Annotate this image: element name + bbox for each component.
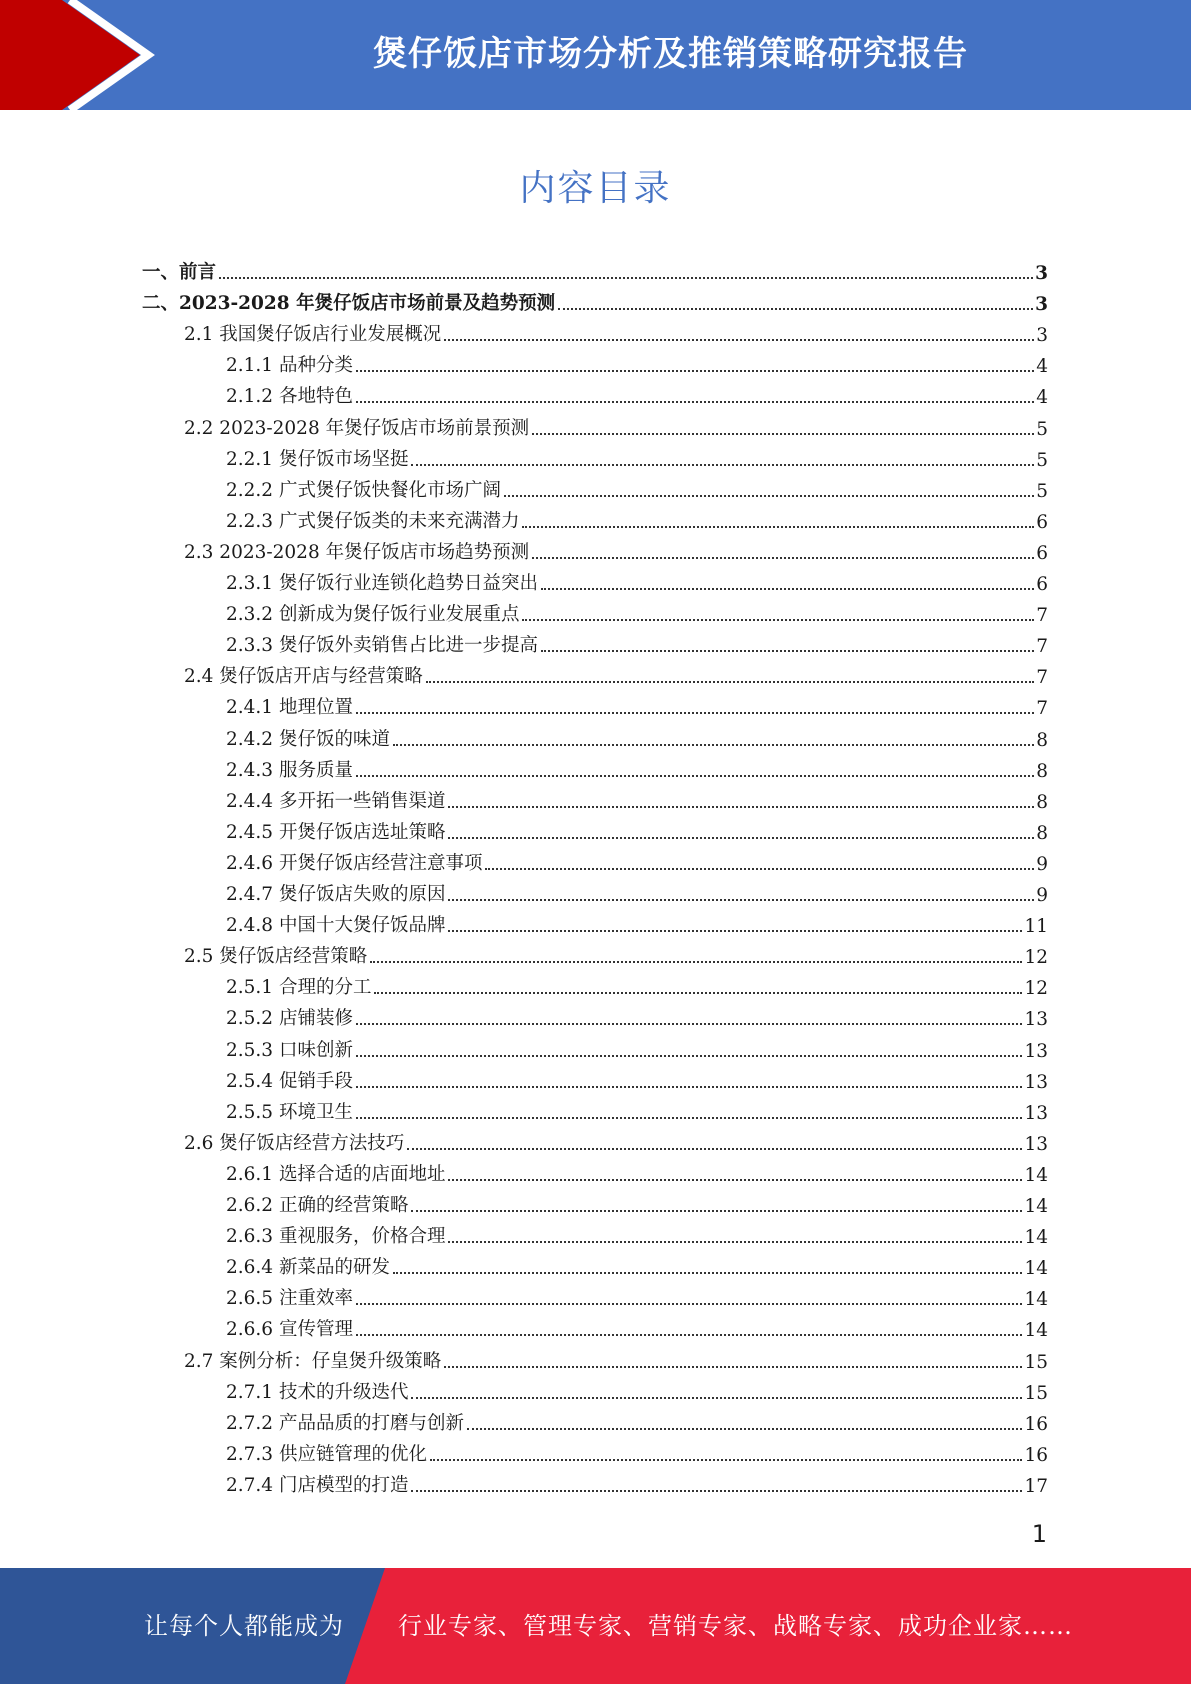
toc-leader-dots xyxy=(393,1271,1022,1274)
toc-entry-label: 2.7.3 供应链管理的优化 xyxy=(226,1443,427,1465)
toc-entry[interactable] xyxy=(0,1373,1191,1404)
toc-leader-dots xyxy=(430,1458,1022,1461)
toc-entry[interactable] xyxy=(0,1186,1191,1217)
toc-leader-dots xyxy=(448,1240,1022,1243)
toc-entry-page: 14 xyxy=(1024,1289,1048,1311)
toc-entry[interactable] xyxy=(0,253,1191,284)
toc-leader-dots xyxy=(356,1333,1023,1336)
toc-leader-dots xyxy=(541,587,1034,590)
toc-entry-page: 12 xyxy=(1024,978,1048,1000)
toc-entry-page: 6 xyxy=(1036,542,1048,564)
toc-leader-dots xyxy=(411,1489,1022,1492)
toc-entry-page: 13 xyxy=(1024,1071,1048,1093)
toc-entry-label: 2.1 我国煲仔饭店行业发展概况 xyxy=(184,324,442,346)
toc-entry[interactable] xyxy=(0,688,1191,719)
toc-entry-page: 3 xyxy=(1036,325,1048,347)
toc-entry-label: 2.5.4 促销手段 xyxy=(226,1070,353,1092)
toc-entry[interactable] xyxy=(0,626,1191,657)
toc-leader-dots xyxy=(411,1209,1022,1212)
toc-leader-dots xyxy=(407,1147,1022,1150)
toc-entry-label: 2.1.1 品种分类 xyxy=(226,355,353,377)
toc-entry[interactable] xyxy=(0,999,1191,1030)
toc-leader-dots xyxy=(356,1085,1023,1088)
footer-banner xyxy=(0,1568,1191,1684)
toc-entry[interactable] xyxy=(0,1062,1191,1093)
toc-entry[interactable] xyxy=(0,751,1191,782)
toc-entry-page: 5 xyxy=(1036,449,1048,471)
toc-entry-page: 14 xyxy=(1024,1196,1048,1217)
toc-entry-page: 17 xyxy=(1024,1475,1048,1497)
toc-entry-label: 2.4.8 中国十大煲仔饭品牌 xyxy=(226,915,446,937)
toc-entry[interactable] xyxy=(0,564,1191,595)
toc-entry-label: 2.1.2 各地特色 xyxy=(226,386,353,408)
toc-entry-label: 2.6.5 注重效率 xyxy=(226,1288,353,1310)
toc-leader-dots xyxy=(356,1302,1023,1305)
toc-leader-dots xyxy=(532,556,1034,559)
toc-entry-page: 11 xyxy=(1024,916,1048,938)
toc-entry[interactable] xyxy=(0,1435,1191,1466)
toc-leader-dots xyxy=(444,1365,1022,1368)
toc-leader-dots xyxy=(467,1427,1022,1430)
toc-entry[interactable] xyxy=(0,657,1191,688)
toc-entry-page: 3 xyxy=(1035,294,1048,316)
toc-entry-label: 2.2.3 广式煲仔饭类的未来充满潜力 xyxy=(226,510,520,532)
toc-entry-label: 2.4 煲仔饭店开店与经营策略 xyxy=(184,666,423,688)
toc-entry[interactable] xyxy=(0,906,1191,937)
toc-entry[interactable] xyxy=(0,1404,1191,1435)
toc-entry-page: 9 xyxy=(1036,853,1048,875)
toc-entry-page: 13 xyxy=(1024,1009,1048,1031)
toc-entry-label: 2.4.4 多开拓一些销售渠道 xyxy=(226,790,446,812)
toc-entry[interactable] xyxy=(0,1342,1191,1373)
toc-entry-page: 5 xyxy=(1036,418,1048,440)
toc-entry-page: 14 xyxy=(1024,1227,1048,1249)
toc-leader-dots xyxy=(448,898,1034,901)
toc-entry-label: 2.3.3 煲仔饭外卖销售占比进一步提高 xyxy=(226,635,538,657)
toc-entry-page: 4 xyxy=(1036,356,1048,378)
toc-leader-dots xyxy=(356,369,1034,372)
toc-entry[interactable] xyxy=(0,1310,1191,1341)
toc-entry-label: 2.6.1 选择合适的店面地址 xyxy=(226,1163,446,1185)
toc-leader-dots xyxy=(448,836,1034,839)
toc-entry-page: 8 xyxy=(1036,760,1048,782)
toc-entry-page: 16 xyxy=(1024,1444,1048,1466)
toc-entry-page: 7 xyxy=(1036,605,1048,627)
report-title: 煲仔饭店市场分析及推销策略研究报告 xyxy=(373,34,968,74)
toc-entry-label: 2.4.1 地理位置 xyxy=(226,697,353,719)
toc-entry-page: 3 xyxy=(1035,263,1048,284)
toc-entry-label: 2.5.3 口味创新 xyxy=(226,1039,353,1061)
red-chevron-decoration xyxy=(0,0,160,110)
toc-entry-label: 2.3.1 煲仔饭行业连锁化趋势日益突出 xyxy=(226,573,538,594)
toc-entry[interactable] xyxy=(0,346,1191,377)
toc-entry-page: 16 xyxy=(1024,1413,1048,1435)
footer-slogan-right: 行业专家、管理专家、营销专家、战略专家、成功企业家…… xyxy=(398,1612,1073,1640)
toc-leader-dots xyxy=(219,276,1033,279)
toc-entry-label: 一、前言 xyxy=(142,262,217,283)
toc-leader-dots xyxy=(448,1178,1022,1181)
toc-entry[interactable] xyxy=(0,875,1191,906)
toc-entry-page: 4 xyxy=(1036,387,1048,409)
toc-entry[interactable] xyxy=(0,1279,1191,1310)
toc-leader-dots xyxy=(411,463,1034,466)
toc-entry-label: 2.2.2 广式煲仔饭快餐化市场广阔 xyxy=(226,479,501,501)
toc-leader-dots xyxy=(448,929,1022,932)
toc-entry[interactable] xyxy=(0,1466,1191,1497)
toc-entry-label: 2.4.6 开煲仔饭店经营注意事项 xyxy=(226,852,483,874)
toc-leader-dots xyxy=(393,743,1034,746)
page-number: 1 xyxy=(1031,1520,1047,1548)
toc-entry[interactable] xyxy=(0,315,1191,346)
toc-entry[interactable] xyxy=(0,533,1191,564)
toc-entry[interactable] xyxy=(0,1031,1191,1062)
toc-entry[interactable] xyxy=(0,440,1191,471)
toc-leader-dots xyxy=(444,338,1034,341)
toc-entry-label: 2.2.1 煲仔饭市场坚挺 xyxy=(226,448,409,470)
toc-entry[interactable] xyxy=(0,377,1191,408)
toc-entry-page: 14 xyxy=(1024,1258,1048,1280)
toc-entry-page: 7 xyxy=(1036,667,1048,689)
toc-entry-label: 2.4.3 服务质量 xyxy=(226,759,353,781)
toc-entry[interactable] xyxy=(0,844,1191,875)
toc-entry-label: 2.5.1 合理的分工 xyxy=(226,977,372,999)
toc-entry-page: 13 xyxy=(1024,1040,1048,1062)
toc-leader-dots xyxy=(504,494,1034,497)
toc-leader-dots xyxy=(541,649,1034,652)
report-header-banner xyxy=(0,0,1191,110)
toc-leader-dots xyxy=(522,525,1034,528)
toc-entry-label: 2.7 案例分析：仔皇煲升级策略 xyxy=(184,1350,442,1372)
toc-leader-dots xyxy=(374,991,1022,994)
toc-entry-page: 6 xyxy=(1036,574,1048,595)
toc-entry[interactable] xyxy=(0,1217,1191,1248)
toc-entry-page: 5 xyxy=(1036,480,1048,502)
toc-entry-page: 12 xyxy=(1024,947,1048,969)
toc-entry[interactable] xyxy=(0,1124,1191,1155)
toc-entry-page: 15 xyxy=(1024,1351,1048,1373)
toc-entry[interactable] xyxy=(0,471,1191,502)
toc-entry-label: 2.5 煲仔饭店经营策略 xyxy=(184,946,368,968)
toc-entry[interactable] xyxy=(0,284,1191,315)
toc-entry-label: 2.6.4 新菜品的研发 xyxy=(226,1257,390,1279)
toc-entry-label: 2.7.1 技术的升级迭代 xyxy=(226,1381,409,1403)
toc-entry-page: 14 xyxy=(1024,1164,1048,1186)
toc-entry-label: 2.6.2 正确的经营策略 xyxy=(226,1195,409,1216)
toc-entry-label: 2.6 煲仔饭店经营方法技巧 xyxy=(184,1132,405,1154)
toc-leader-dots xyxy=(426,680,1034,683)
toc-entry-label: 2.6.6 宣传管理 xyxy=(226,1319,353,1341)
toc-entry-page: 6 xyxy=(1036,511,1048,533)
toc-leader-dots xyxy=(356,400,1034,403)
toc-leader-dots xyxy=(532,432,1034,435)
toc-entry-page: 7 xyxy=(1036,698,1048,720)
toc-entry-label: 2.4.7 煲仔饭店失败的原因 xyxy=(226,884,446,905)
toc-leader-dots xyxy=(485,867,1034,870)
toc-entry[interactable] xyxy=(0,595,1191,626)
toc-entry-label: 2.7.4 门店模型的打造 xyxy=(226,1474,409,1496)
toc-entry-label: 2.2 2023-2028 年煲仔饭店市场前景预测 xyxy=(184,417,530,439)
toc-entry-page: 14 xyxy=(1024,1320,1048,1342)
toc-entry-page: 9 xyxy=(1036,885,1048,906)
toc-entry-page: 8 xyxy=(1036,729,1048,751)
toc-entry[interactable] xyxy=(0,937,1191,968)
toc-entry-label: 2.4.5 开煲仔饭店选址策略 xyxy=(226,821,446,843)
toc-entry[interactable] xyxy=(0,1248,1191,1279)
toc-entry[interactable] xyxy=(0,1155,1191,1186)
toc-entry-label: 2.6.3 重视服务，价格合理 xyxy=(226,1226,446,1248)
toc-entry-label: 二、2023-2028 年煲仔饭店市场前景及趋势预测 xyxy=(142,293,556,315)
toc-entry-page: 7 xyxy=(1036,636,1048,658)
toc-heading: 内容目录 xyxy=(519,168,672,209)
toc-leader-dots xyxy=(448,805,1034,808)
toc-entry-page: 13 xyxy=(1024,1133,1048,1155)
toc-leader-dots xyxy=(356,1054,1023,1057)
toc-leader-dots xyxy=(522,618,1034,621)
toc-entry[interactable] xyxy=(0,1093,1191,1124)
toc-leader-dots xyxy=(356,774,1034,777)
toc-entry-page: 8 xyxy=(1036,822,1048,844)
toc-entry-label: 2.7.2 产品品质的打磨与创新 xyxy=(226,1412,464,1434)
toc-entry-page: 15 xyxy=(1024,1382,1048,1404)
toc-entry-label: 2.5.2 店铺装修 xyxy=(226,1008,353,1030)
toc-entry[interactable] xyxy=(0,782,1191,813)
toc-entry-label: 2.3.2 创新成为煲仔饭行业发展重点 xyxy=(226,604,520,626)
toc-entry-label: 2.4.2 煲仔饭的味道 xyxy=(226,728,390,750)
toc-leader-dots xyxy=(356,1022,1023,1025)
toc-leader-dots xyxy=(370,960,1022,963)
toc-leader-dots xyxy=(356,711,1034,714)
toc-entry[interactable] xyxy=(0,813,1191,844)
toc-entry-page: 8 xyxy=(1036,791,1048,813)
toc-entry[interactable] xyxy=(0,502,1191,533)
toc-leader-dots xyxy=(411,1396,1022,1399)
toc-entry-label: 2.5.5 环境卫生 xyxy=(226,1101,353,1123)
toc-entry[interactable] xyxy=(0,720,1191,751)
toc-entry[interactable] xyxy=(0,968,1191,999)
toc-leader-dots xyxy=(558,307,1033,310)
toc-entry-label: 2.3 2023-2028 年煲仔饭店市场趋势预测 xyxy=(184,541,530,563)
footer-slogan-left: 让每个人都能成为 xyxy=(144,1612,344,1640)
toc-leader-dots xyxy=(356,1116,1023,1119)
toc-entry[interactable] xyxy=(0,409,1191,440)
toc-entry-page: 13 xyxy=(1024,1102,1048,1124)
